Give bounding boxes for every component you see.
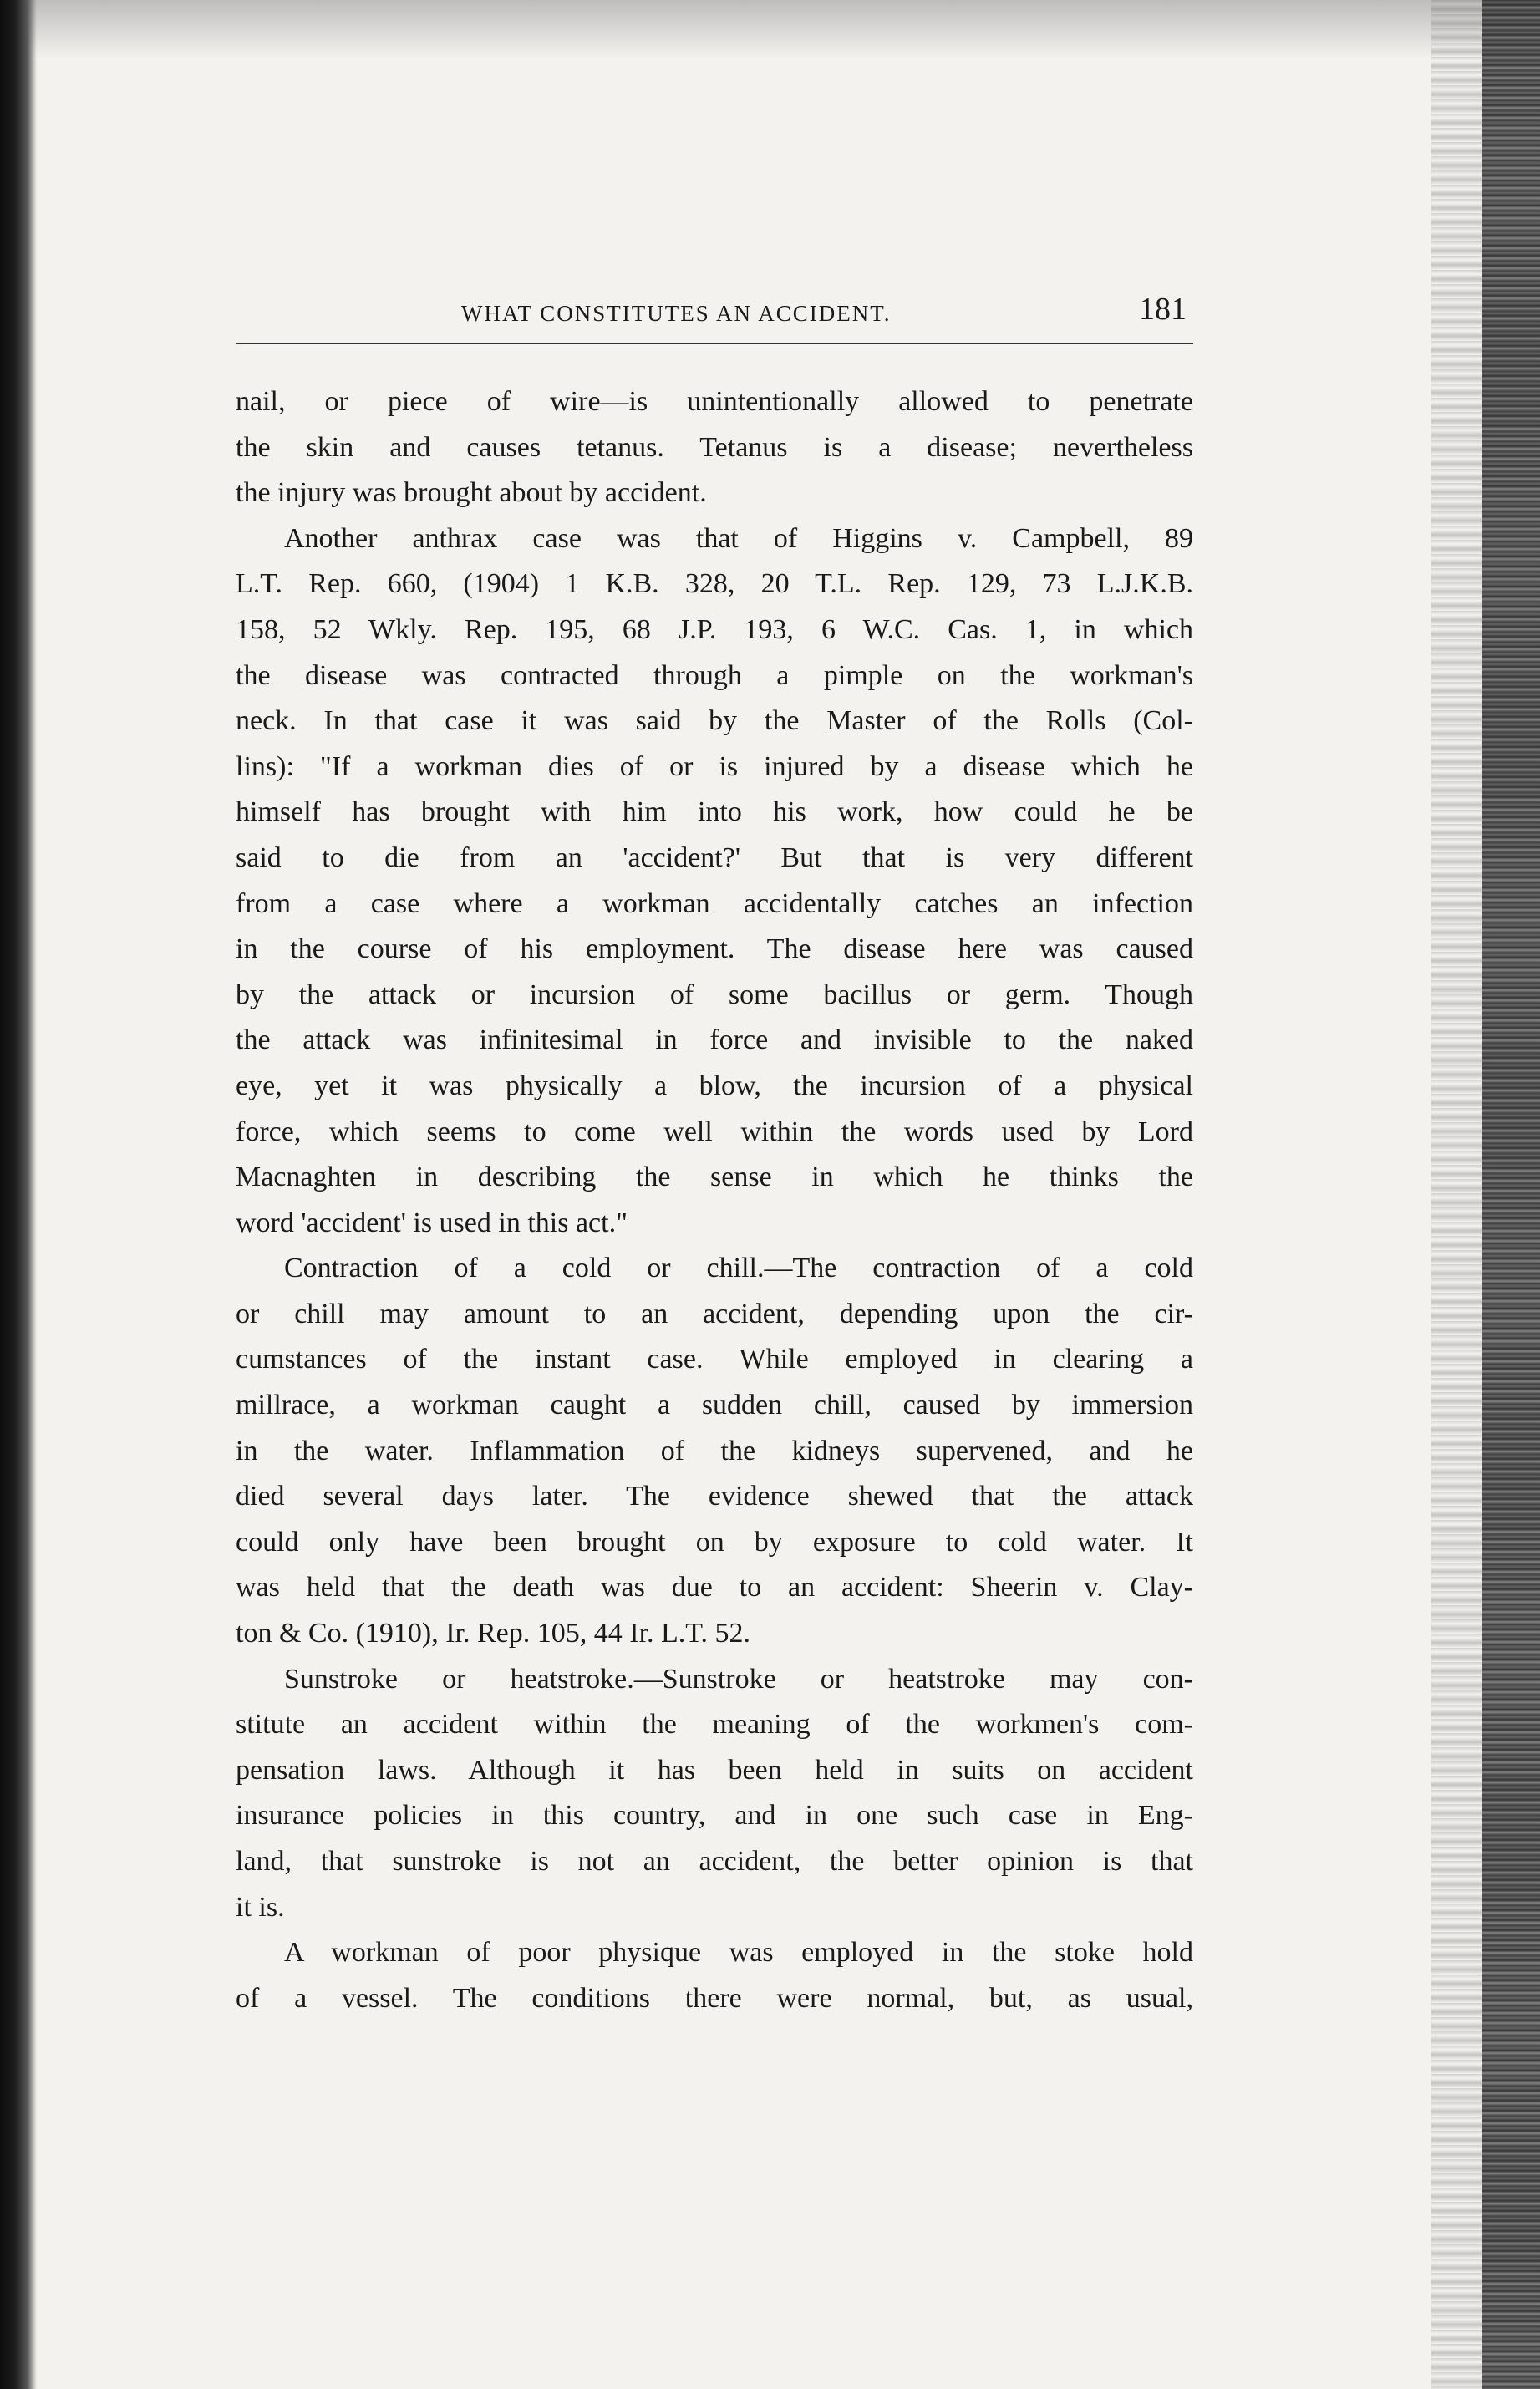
text-line: the disease was contracted through a pimple on the workman's [236, 659, 1193, 691]
text-line: stitute an accident within the meaning of the workmen's com- [236, 1709, 1193, 1741]
book-page [236, 284, 1193, 2021]
scan-top-shadow [0, 0, 1540, 58]
text-line: the attack was infinitesimal in force and invisible to the naked [236, 1024, 1193, 1056]
text-line: Contraction of a cold or chill.—The contraction of a cold [284, 1253, 1193, 1284]
text-line: word 'accident' is used in this act." [236, 1207, 628, 1238]
text-line: nail, or piece of wire—is unintentionally allowed to penetrate [236, 386, 1193, 417]
scan-right-edge [1482, 0, 1540, 2389]
page-number: 181 [1139, 292, 1187, 327]
text-line: neck. In that case it was said by the Master of the Rolls (Col- [236, 705, 1193, 737]
text-line: A workman of poor physique was employed in the stoke hold [284, 1937, 1193, 1969]
text-line: of a vessel. The conditions there were normal, but, as usual, [236, 1982, 1193, 2014]
text-line: was held that the death was due to an accident: Sheerin v. Clay- [236, 1572, 1193, 1604]
text-line: the skin and causes tetanus. Tetanus is a disease; nevertheless [236, 431, 1193, 463]
text-line: lins): "If a workman dies of or is injured by a disease which he [236, 750, 1193, 782]
text-line: pensation laws. Although it has been held in suits on accident [236, 1754, 1193, 1786]
text-line: Macnaghten in describing the sense in which he thinks the [236, 1161, 1193, 1193]
text-line: himself has brought with him into his work, how could he be [236, 796, 1193, 828]
text-line: in the course of his employment. The disease here was caused [236, 933, 1193, 965]
running-title: WHAT CONSTITUTES AN ACCIDENT. [461, 301, 892, 326]
text-line: died several days later. The evidence shewed that the attack [236, 1481, 1193, 1512]
text-line: by the attack or incursion of some bacillus or germ. Though [236, 978, 1193, 1010]
text-line: force, which seems to come well within the words used by Lord [236, 1116, 1193, 1147]
scan-right-speckle [1431, 0, 1482, 2389]
text-line: Another anthrax case was that of Higgins v. Campbell, 89 [284, 522, 1193, 554]
body-text [236, 379, 1193, 2021]
scan-left-edge [0, 0, 37, 2389]
text-line: it is. [236, 1891, 285, 1923]
text-line: ton & Co. (1910), Ir. Rep. 105, 44 Ir. L.T. 52. [236, 1618, 751, 1649]
text-line: in the water. Inflammation of the kidneys supervened, and he [236, 1435, 1193, 1466]
text-line: or chill may amount to an accident, depending upon the cir- [236, 1298, 1193, 1329]
text-line: could only have been brought on by exposure to cold water. It [236, 1526, 1193, 1558]
text-line: L.T. Rep. 660, (1904) 1 K.B. 328, 20 T.L. Rep. 129, 73 L.J.K.B. [236, 568, 1193, 600]
text-line: eye, yet it was physically a blow, the incursion of a physical [236, 1070, 1193, 1101]
running-head [236, 284, 1193, 344]
text-line: land, that sunstroke is not an accident, the better opinion is that [236, 1846, 1193, 1877]
text-line: 158, 52 Wkly. Rep. 195, 68 J.P. 193, 6 W.C. Cas. 1, in which [236, 613, 1193, 645]
text-line: cumstances of the instant case. While employed in clearing a [236, 1344, 1193, 1375]
text-line: said to die from an 'accident?' But that is very different [236, 841, 1193, 873]
text-line: Sunstroke or heatstroke.—Sunstroke or heatstroke may con- [284, 1663, 1193, 1695]
text-line: the injury was brought about by accident. [236, 477, 707, 509]
text-line: from a case where a workman accidentally catches an infection [236, 887, 1193, 919]
text-line: millrace, a workman caught a sudden chill, caused by immersion [236, 1390, 1193, 1421]
text-line: insurance policies in this country, and in one such case in Eng- [236, 1800, 1193, 1832]
